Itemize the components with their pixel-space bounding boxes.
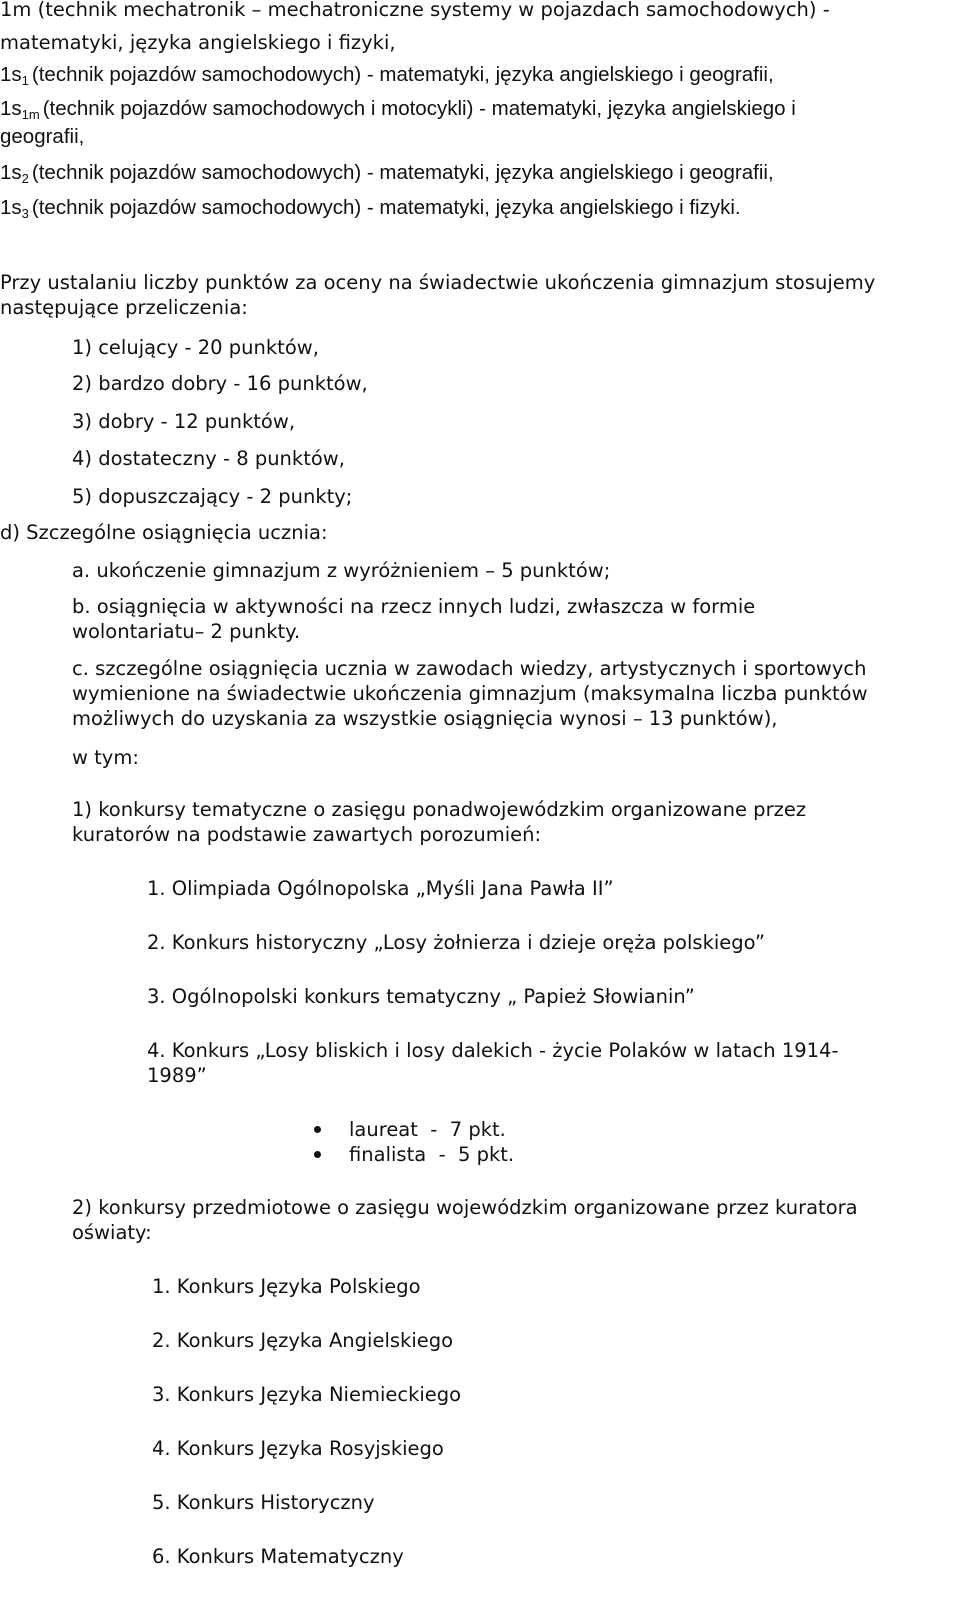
contests-2-item: 4. Konkurs Języka Rosyjskiego <box>152 1437 444 1460</box>
contests-1-item: 1. Olimpiada Ogólnopolska „Myśli Jana Pawła II” <box>147 877 614 900</box>
contests-1-item: 3. Ogólnopolski konkurs tematyczny „ Papież Słowianin” <box>147 985 695 1008</box>
contests-2-item: 3. Konkurs Języka Niemieckiego <box>152 1383 462 1406</box>
contests-2-item: 1. Konkurs Języka Polskiego <box>152 1275 421 1298</box>
contests-1-item: 4. Konkurs „Losy bliskich i losy dalekich - życie Polaków w latach 1914- <box>147 1039 839 1062</box>
program-1s1: 1s1 (technik pojazdów samochodowych) - matematyki, języka angielskiego i geografii, <box>0 63 774 88</box>
program-1s3: 1s3 (technik pojazdów samochodowych) - matematyki, języka angielskiego i fizyki. <box>0 196 741 221</box>
grade-item: 5) dopuszczający - 2 punkty; <box>72 485 353 508</box>
grade-item: 2) bardzo dobry - 16 punktów, <box>72 372 368 395</box>
contests-2-heading-line1: 2) konkursy przedmiotowe o zasięgu wojewódzkim organizowane przez kuratora <box>72 1196 858 1219</box>
program-1s1m-line2: geografii, <box>0 125 85 148</box>
contests-1-item: 2. Konkurs historyczny „Losy żołnierza i dzieje oręża polskiego” <box>147 931 765 954</box>
section-d-item-c-line2: wymienione na świadectwie ukończenia gimnazjum (maksymalna liczba punktów <box>72 682 868 705</box>
program-1m-line2: matematyki, języka angielskiego i fizyki, <box>0 31 396 54</box>
award-finalista: finalista - 5 pkt. <box>349 1143 515 1166</box>
grade-item: 4) dostateczny - 8 punktów, <box>72 447 345 470</box>
contests-2-heading-line2: oświaty: <box>72 1221 152 1244</box>
contests-2-item: 2. Konkurs Języka Angielskiego <box>152 1329 454 1352</box>
contests-1-heading-line1: 1) konkursy tematyczne o zasięgu ponadwojewódzkim organizowane przez <box>72 798 807 821</box>
section-d-item-c-line1: c. szczególne osiągnięcia ucznia w zawodach wiedzy, artystycznych i sportowych <box>72 657 867 680</box>
contests-1-heading-line2: kuratorów na podstawie zawartych porozumień: <box>72 823 542 846</box>
contests-2-item: 5. Konkurs Historyczny <box>152 1491 375 1514</box>
program-1m-line1: 1m (technik mechatronik – mechatroniczne systemy w pojazdach samochodowych) - <box>0 0 830 21</box>
section-d-item-b-line1: b. osiągnięcia w aktywności na rzecz innych ludzi, zwłaszcza w formie <box>72 595 756 618</box>
grades-intro-line1: Przy ustalaniu liczby punktów za oceny na świadectwie ukończenia gimnazjum stosujemy <box>0 271 876 294</box>
program-1s1m: 1s1m (technik pojazdów samochodowych i motocykli) - matematyki, języka angielskiego i <box>0 97 796 122</box>
section-d-item-a: a. ukończenie gimnazjum z wyróżnieniem – 5 punktów; <box>72 559 611 582</box>
section-d-item-b-line2: wolontariatu– 2 punkty. <box>72 620 301 643</box>
grade-item: 1) celujący - 20 punktów, <box>72 336 319 359</box>
contests-2-item: 6. Konkurs Matematyczny <box>152 1545 404 1568</box>
section-d-item-c-line3: możliwych do uzyskania za wszystkie osiągnięcia wynosi – 13 punktów), <box>72 707 778 730</box>
section-d-w-tym: w tym: <box>72 746 139 769</box>
bullet-icon <box>314 1126 321 1133</box>
grade-item: 3) dobry - 12 punktów, <box>72 410 296 433</box>
grades-intro-line2: następujące przeliczenia: <box>0 296 248 319</box>
contests-1-item-4-line2: 1989” <box>147 1064 207 1087</box>
award-laureat: laureat - 7 pkt. <box>349 1118 506 1141</box>
section-d-heading: d) Szczególne osiągnięcia ucznia: <box>0 521 328 544</box>
program-1s2: 1s2 (technik pojazdów samochodowych) - matematyki, języka angielskiego i geografii, <box>0 161 774 186</box>
bullet-icon <box>314 1151 321 1158</box>
